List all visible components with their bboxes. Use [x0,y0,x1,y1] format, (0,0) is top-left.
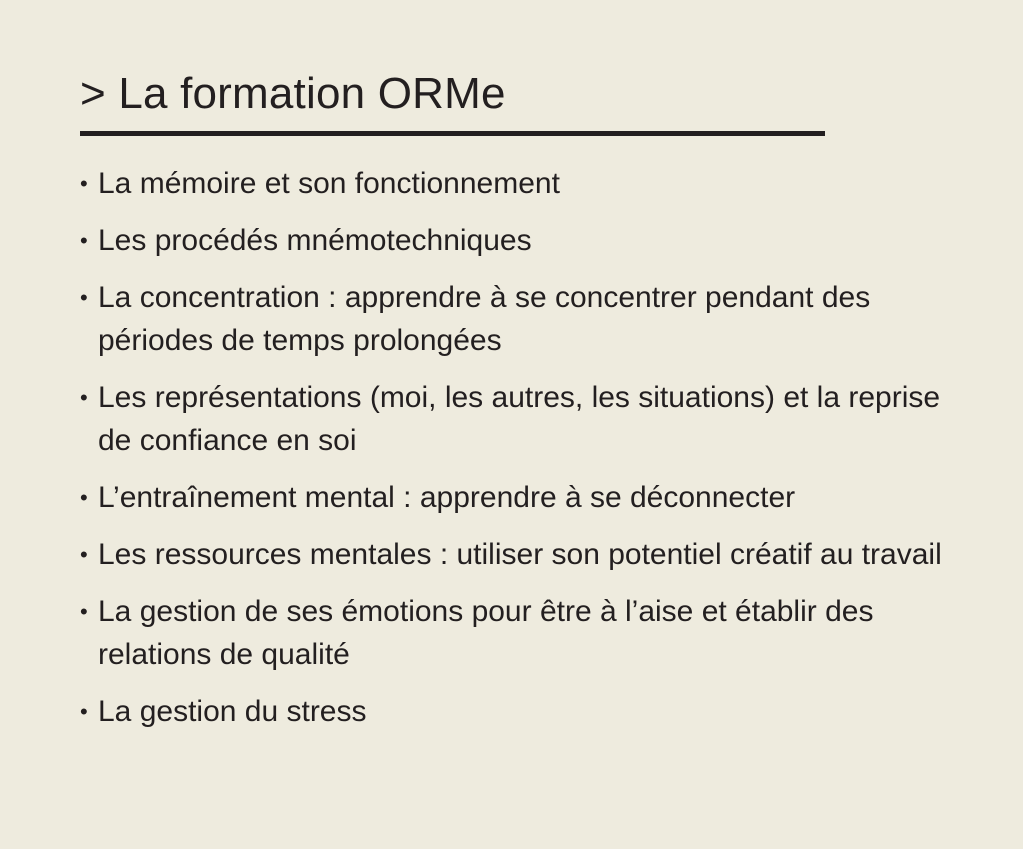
list-item [80,376,960,462]
formation-topics-list [80,162,960,747]
bullet-marker: • [80,485,88,510]
list-item-text: La gestion de ses émotions pour être à l’aise et établir des relations de qualité [98,595,874,671]
list-item-text: Les représentations (moi, les autres, les situations) et la reprise de confiance en soi [98,381,941,457]
list-item-text: Les procédés mnémotechniques [98,224,532,257]
bullet-marker: • [80,385,88,410]
list-item [80,162,960,205]
bullet-marker: • [80,542,88,567]
list-item [80,476,960,519]
list-item [80,690,960,733]
list-item-text: La mémoire et son fonctionnement [98,167,560,200]
section-title: > La formation ORMe [80,69,506,118]
bullet-marker: • [80,285,88,310]
list-item-text: La concentration : apprendre à se concentrer pendant des périodes de temps prolongées [98,281,871,357]
list-item-text: La gestion du stress [98,695,367,728]
bullet-marker: • [80,228,88,253]
list-item [80,219,960,262]
bullet-marker: • [80,699,88,724]
list-item [80,276,960,362]
bullet-marker: • [80,171,88,196]
list-item-text: Les ressources mentales : utiliser son potentiel créatif au travail [98,538,942,571]
list-item [80,590,960,676]
title-underline [80,131,825,136]
list-item [80,533,960,576]
bullet-marker: • [80,599,88,624]
list-item-text: L’entraînement mental : apprendre à se déconnecter [98,481,796,514]
